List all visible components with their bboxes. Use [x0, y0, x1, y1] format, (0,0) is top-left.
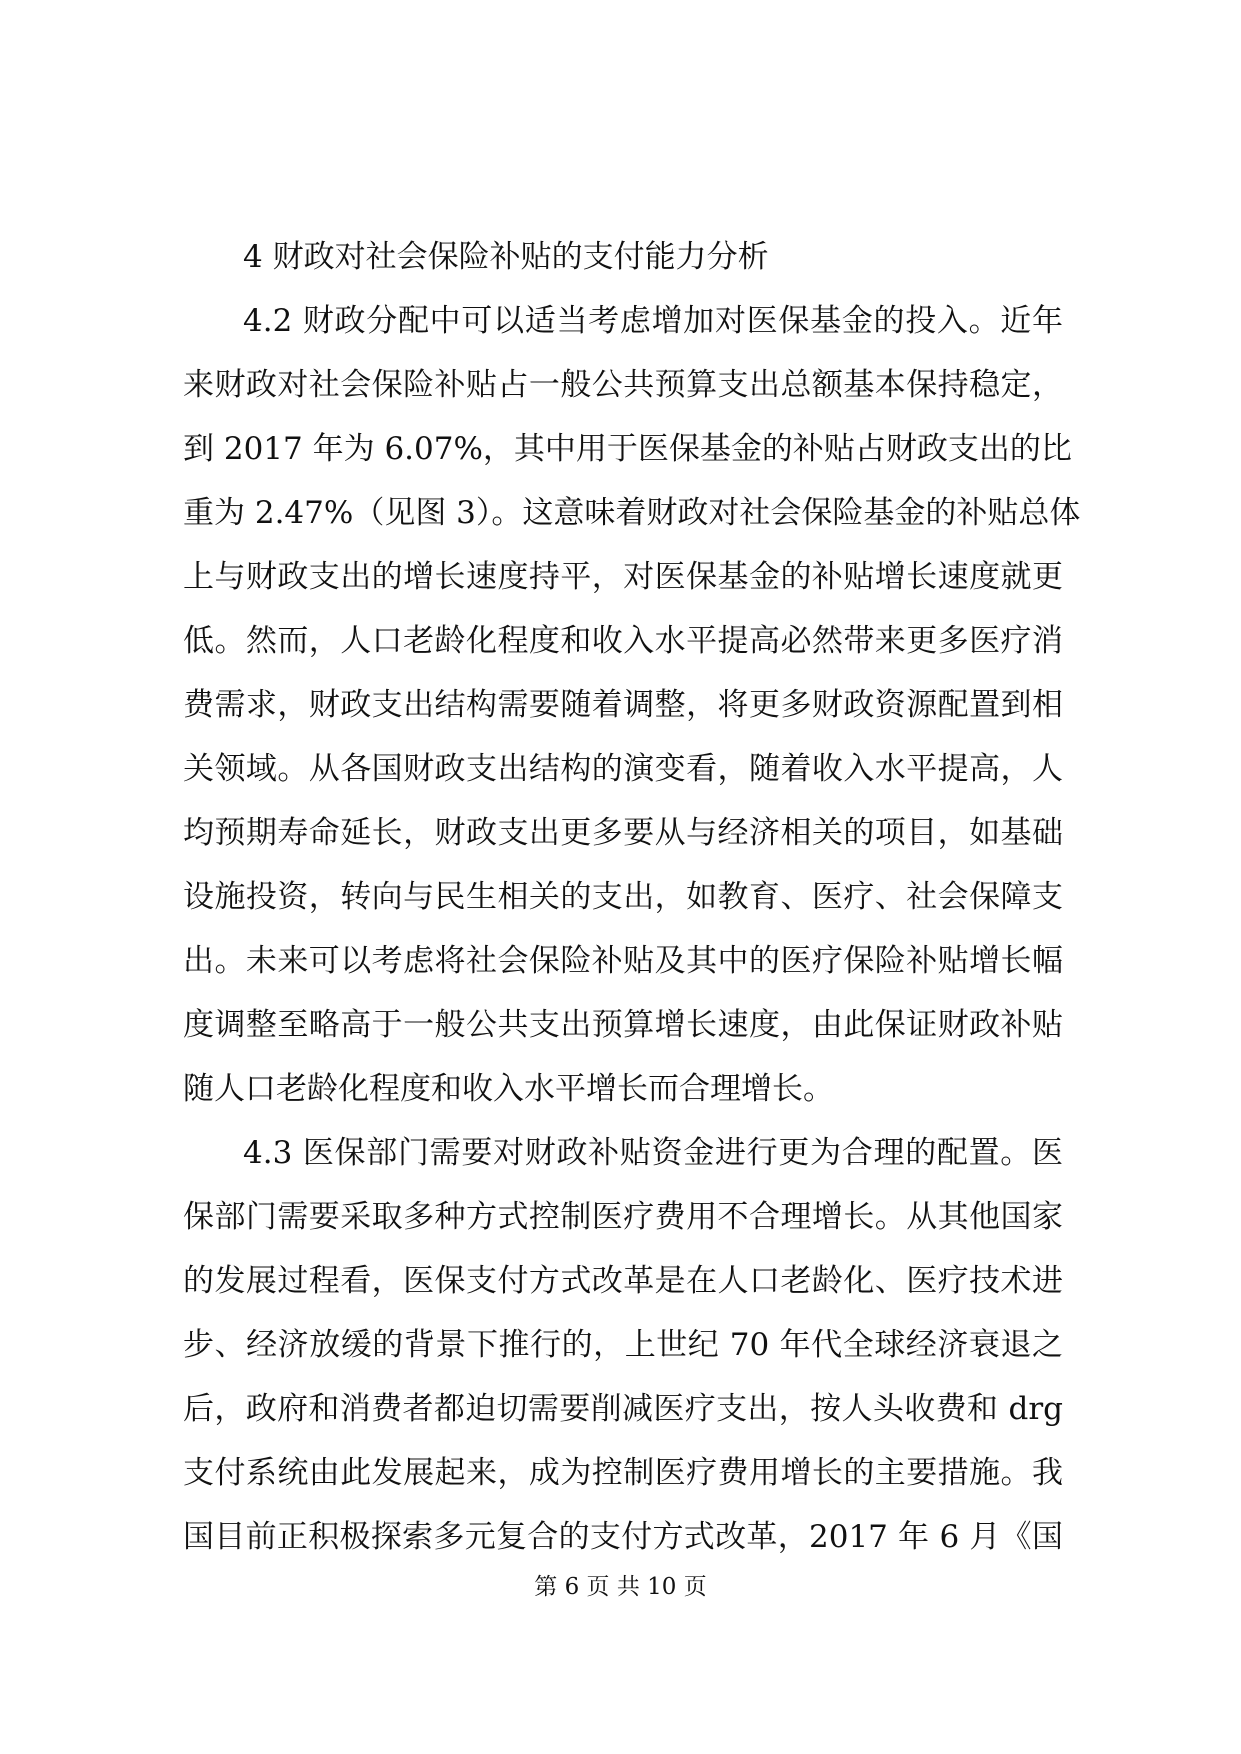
text-line: 上与财政支出的增长速度持平，对医保基金的补贴增长速度就更 [183, 559, 1063, 595]
text-line: 4.2 财政分配中可以适当考虑增加对医保基金的投入。近年 [243, 303, 1063, 339]
text-line: 设施投资，转向与民生相关的支出，如教育、医疗、社会保障支 [183, 879, 1063, 915]
text-line: 出。未来可以考虑将社会保险补贴及其中的医疗保险补贴增长幅 [183, 943, 1063, 979]
text-line: 费需求，财政支出结构需要随着调整，将更多财政资源配置到相 [183, 687, 1063, 723]
text-line: 均预期寿命延长，财政支出更多要从与经济相关的项目，如基础 [183, 815, 1063, 851]
text-line: 后，政府和消费者都迫切需要削减医疗支出，按人头收费和 drg [183, 1391, 1063, 1427]
text-line: 4 财政对社会保险补贴的支付能力分析 [243, 239, 769, 275]
text-line: 度调整至略高于一般公共支出预算增长速度，由此保证财政补贴 [183, 1007, 1063, 1043]
document-body [183, 225, 1081, 1569]
text-line: 步、经济放缓的背景下推行的，上世纪 70 年代全球经济衰退之 [183, 1327, 1063, 1363]
text-line: 随人口老龄化程度和收入水平增长而合理增长。 [183, 1071, 834, 1107]
text-line: 4.3 医保部门需要对财政补贴资金进行更为合理的配置。医 [243, 1135, 1063, 1171]
text-line: 支付系统由此发展起来，成为控制医疗费用增长的主要措施。我 [183, 1455, 1063, 1491]
text-line: 的发展过程看，医保支付方式改革是在人口老龄化、医疗技术进 [183, 1263, 1063, 1299]
text-line: 到 2017 年为 6.07%，其中用于医保基金的补贴占财政支出的比 [183, 431, 1072, 467]
text-line: 重为 2.47%（见图 3）。这意味着财政对社会保险基金的补贴总体 [183, 495, 1081, 531]
text-line: 关领域。从各国财政支出结构的演变看，随着收入水平提高，人 [183, 751, 1063, 787]
page-footer: 第 6 页 共 10 页 [534, 1574, 707, 1600]
text-line: 保部门需要采取多种方式控制医疗费用不合理增长。从其他国家 [183, 1199, 1063, 1235]
text-line: 低。然而，人口老龄化程度和收入水平提高必然带来更多医疗消 [183, 623, 1063, 659]
text-line: 国目前正积极探索多元复合的支付方式改革，2017 年 6 月《国 [183, 1519, 1063, 1555]
text-line: 来财政对社会保险补贴占一般公共预算支出总额基本保持稳定， [183, 367, 1063, 403]
